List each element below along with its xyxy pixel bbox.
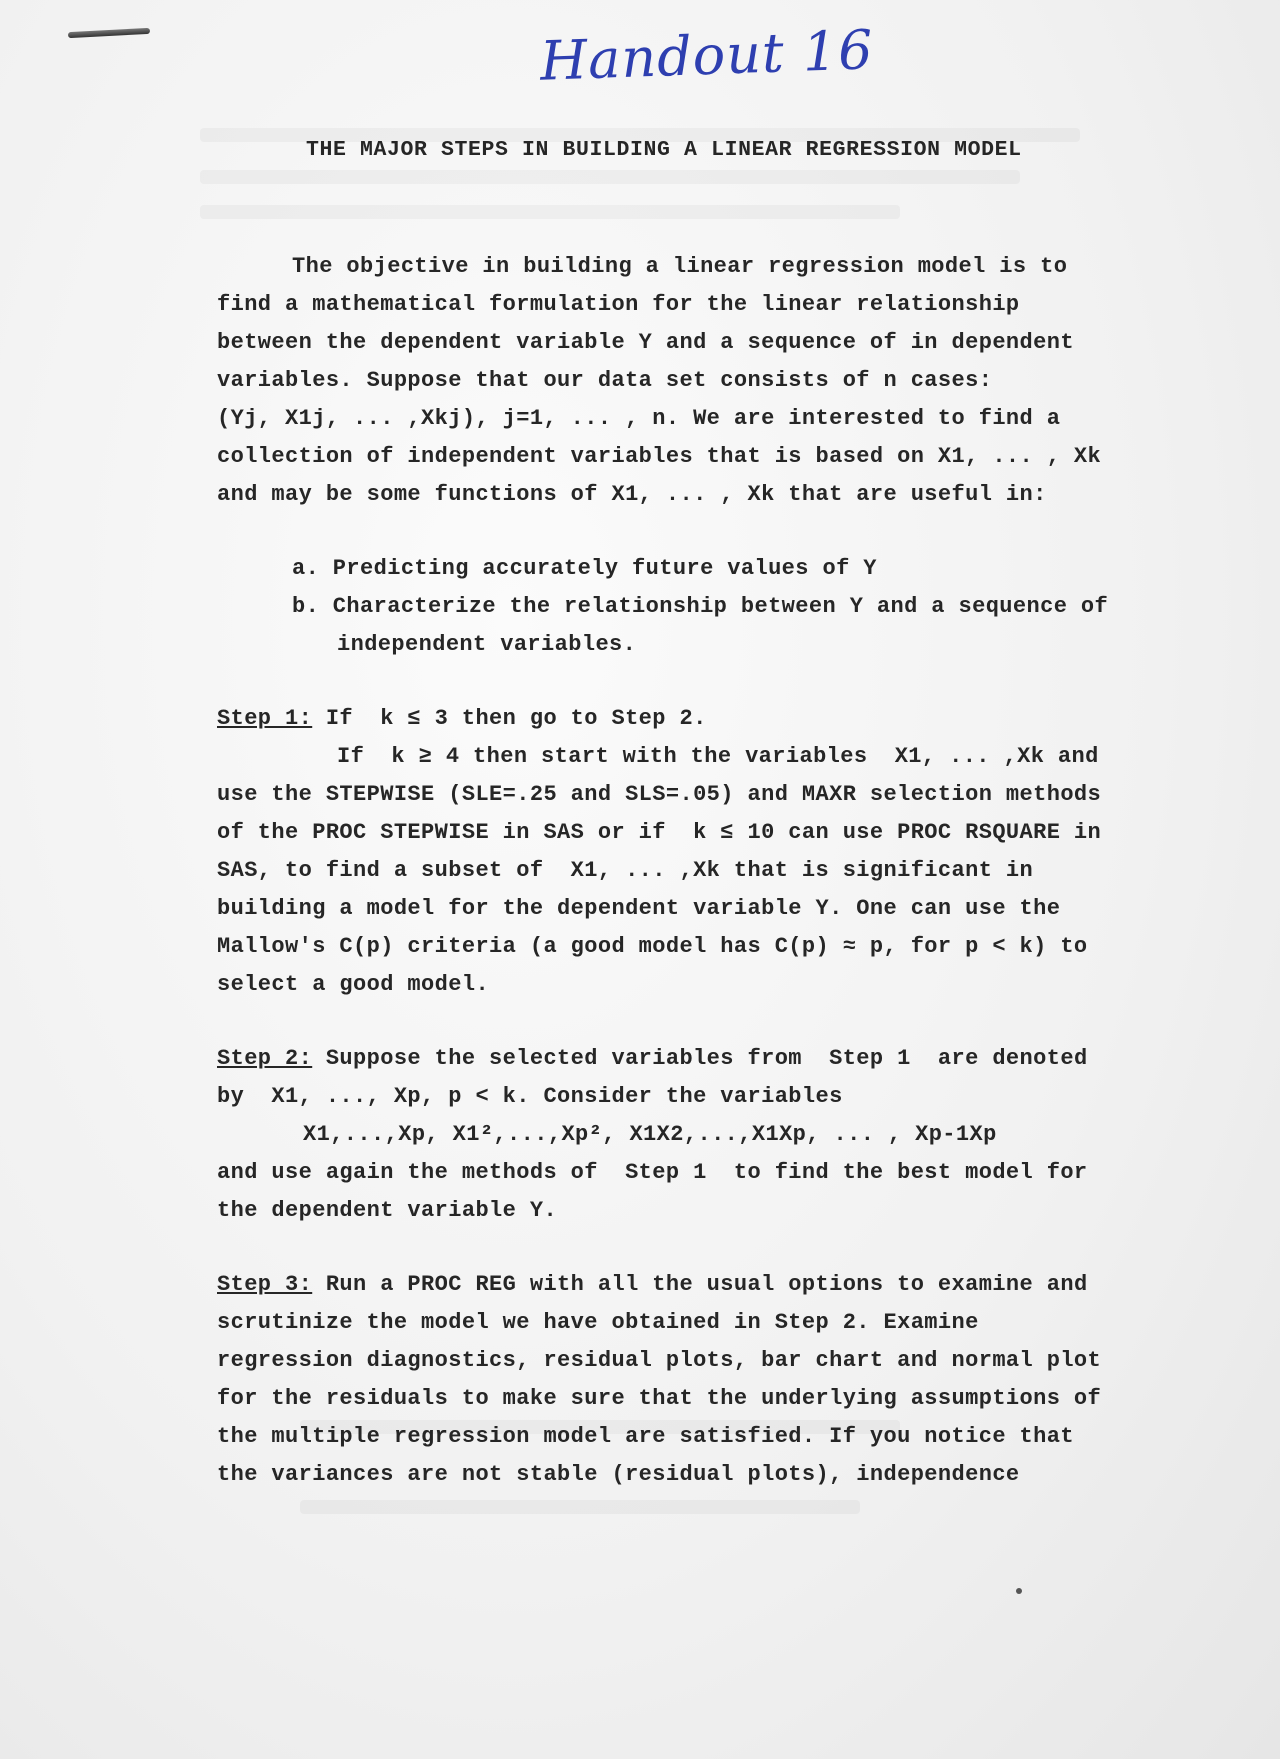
step3-line: the multiple regression model are satisfied. If you notice that — [217, 1424, 1074, 1449]
intro-line: between the dependent variable Y and a sequence of in dependent — [217, 330, 1074, 355]
step3-first-line: Run a PROC REG with all the usual options to examine and — [312, 1272, 1088, 1297]
step3-heading — [217, 1272, 1088, 1297]
step2-line: and use again the methods of Step 1 to find the best model for — [217, 1160, 1088, 1185]
step1-line: building a model for the dependent variable Y. One can use the — [217, 896, 1061, 921]
step1-line: select a good model. — [217, 972, 490, 997]
step3-line: for the residuals to make sure that the underlying assumptions of — [217, 1386, 1102, 1411]
intro-line: and may be some functions of X1, ... , Xk that are useful in: — [217, 482, 1047, 507]
step3-label: Step 3: — [217, 1272, 313, 1297]
step2-line: the dependent variable Y. — [217, 1198, 558, 1223]
step1-line: of the PROC STEPWISE in SAS or if k ≤ 10 can use PROC RSQUARE in — [217, 820, 1102, 845]
list-item: b. Characterize the relationship between Y and a sequence of — [292, 594, 1109, 619]
step1-heading — [217, 706, 707, 731]
step2-label: Step 2: — [217, 1046, 313, 1071]
show-through — [200, 170, 1020, 184]
step3-line: the variances are not stable (residual plots), independence — [217, 1462, 1020, 1487]
staple-mark — [68, 28, 150, 38]
intro-line: variables. Suppose that our data set consists of n cases: — [217, 368, 993, 393]
show-through — [300, 1500, 860, 1514]
step1-line: Mallow's C(p) criteria (a good model has C(p) ≈ p, for p < k) to — [217, 934, 1088, 959]
step2-heading — [217, 1046, 1088, 1071]
speck-mark — [1016, 1588, 1022, 1594]
step3-line: scrutinize the model we have obtained in Step 2. Examine — [217, 1310, 979, 1335]
step2-line: by X1, ..., Xp, p < k. Consider the variables — [217, 1084, 843, 1109]
intro-line: The objective in building a linear regression model is to — [292, 254, 1068, 279]
list-item: a. Predicting accurately future values of Y — [292, 556, 877, 581]
step1-line: If k ≥ 4 then start with the variables X1, ... ,Xk and — [337, 744, 1099, 769]
intro-line: find a mathematical formulation for the linear relationship — [217, 292, 1020, 317]
handwritten-title: Handout 16 — [539, 18, 875, 93]
step2-formula: X1,...,Xp, X1²,...,Xp², X1X2,...,X1Xp, ... , Xp-1Xp — [303, 1122, 997, 1147]
step1-first-line: If k ≤ 3 then go to Step 2. — [312, 706, 707, 731]
intro-line: collection of independent variables that is based on X1, ... , Xk — [217, 444, 1102, 469]
intro-line: (Yj, X1j, ... ,Xkj), j=1, ... , n. We are interested to find a — [217, 406, 1061, 431]
step1-line: use the STEPWISE (SLE=.25 and SLS=.05) and MAXR selection methods — [217, 782, 1102, 807]
list-item: independent variables. — [337, 632, 637, 657]
step1-line: SAS, to find a subset of X1, ... ,Xk that is significant in — [217, 858, 1034, 883]
show-through — [200, 205, 900, 219]
page-title: THE MAJOR STEPS IN BUILDING A LINEAR REGRESSION MODEL — [306, 138, 1022, 162]
step2-first-line: Suppose the selected variables from Step 1 are denoted — [312, 1046, 1088, 1071]
step3-line: regression diagnostics, residual plots, bar chart and normal plot — [217, 1348, 1102, 1373]
step1-label: Step 1: — [217, 706, 313, 731]
